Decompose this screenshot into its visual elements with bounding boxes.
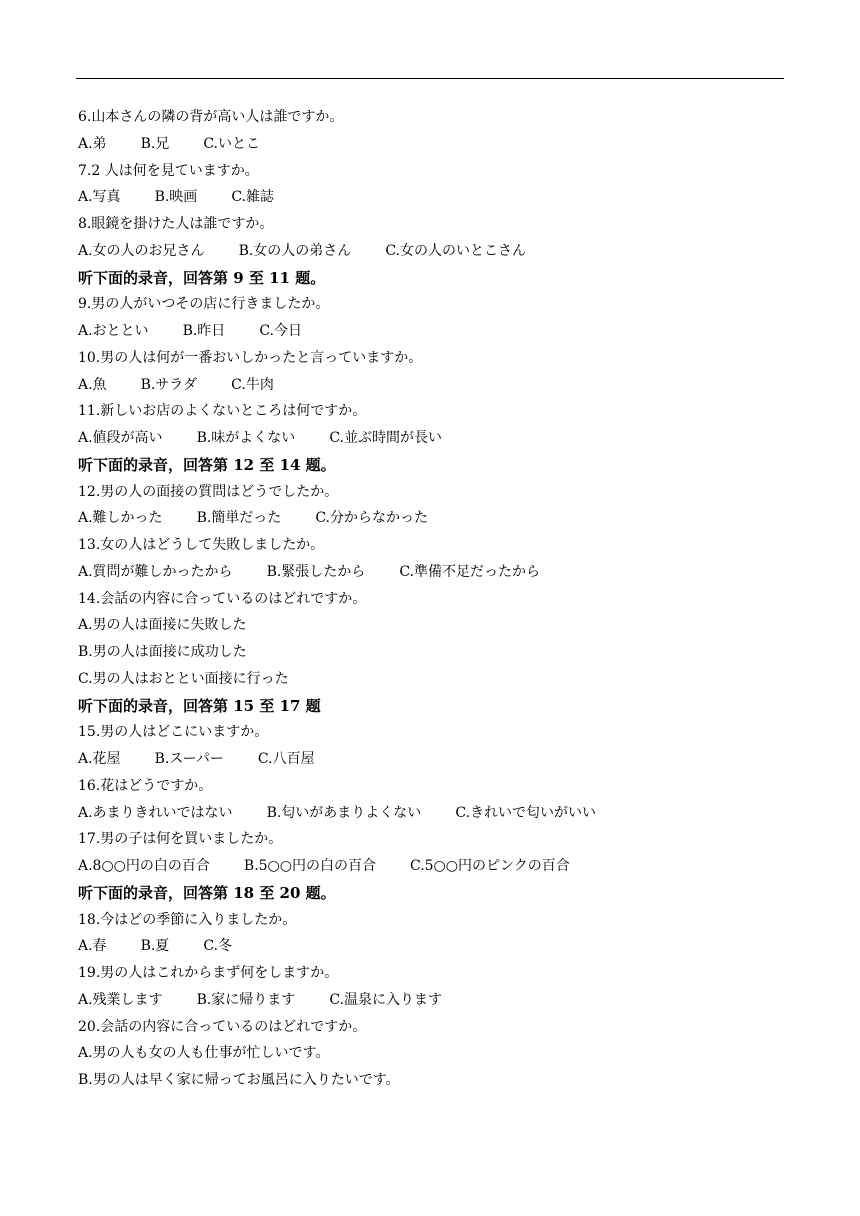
question-text: 7.2 人は何を見ていますか。 (78, 162, 259, 179)
answer-option: A.写真 (78, 189, 121, 206)
answer-options (78, 131, 784, 158)
answer-option: C.準備不足だったから (399, 563, 540, 580)
question-text: B.男の人は早く家に帰ってお風呂に入りたいです。 (78, 1072, 400, 1088)
section-heading: 听下面的录音，回答第 18 至 20 题。 (78, 883, 336, 902)
answer-option: C.温泉に入ります (329, 991, 442, 1008)
answer-option: C.いとこ (203, 135, 260, 152)
question-text: B.男の人は面接に成功した (78, 644, 247, 660)
answer-options (78, 987, 784, 1014)
answer-options (78, 372, 784, 399)
answer-options (78, 425, 784, 452)
question-text: 18.今はどの季節に入りましたか。 (78, 911, 297, 928)
answer-option: B.5○○円の白の百合 (243, 858, 376, 874)
answer-option: C.5○○円のピンクの百合 (409, 858, 570, 874)
answer-option: B.映画 (154, 189, 198, 206)
question-text: 15.男の人はどこにいますか。 (78, 724, 269, 741)
header-rule (76, 78, 784, 79)
answer-option: A.8○○円の白の百合 (78, 858, 210, 874)
answer-option: B.緊張したから (266, 563, 366, 580)
answer-option: C.分からなかった (315, 510, 428, 527)
section-heading: 听下面的录音，回答第 9 至 11 题。 (78, 268, 326, 287)
answer-option: A.花屋 (78, 751, 121, 767)
answer-option: A.春 (78, 938, 107, 955)
question-text: A.男の人も女の人も仕事が忙しいです。 (78, 1045, 330, 1062)
question-text: 10.男の人は何が一番おいしかったと言っていますか。 (78, 349, 423, 366)
answer-option: A.質問が難しかったから (78, 563, 233, 580)
question-text: 13.女の人はどうして失敗しましたか。 (78, 537, 325, 553)
answer-option: B.匂いがあまりよくない (266, 804, 422, 821)
answer-option: B.昨日 (182, 323, 226, 339)
question-text: 6.山本さんの隣の背が高い人は誰ですか。 (78, 109, 344, 125)
answer-option: C.きれいで匂いがいい (455, 804, 596, 821)
answer-option: B.夏 (140, 938, 170, 955)
question-text: 16.花はどうですか。 (78, 777, 213, 794)
question-text: 19.男の人はこれからまず何をしますか。 (78, 965, 339, 981)
answer-option: B.スーパー (154, 751, 224, 767)
answer-options (78, 853, 784, 880)
answer-options (78, 318, 784, 345)
answer-option: A.弟 (78, 135, 107, 152)
answer-option: A.難しかった (78, 510, 163, 527)
question-text: 14.会話の内容に合っているのはどれですか。 (78, 590, 367, 607)
question-text: 12.男の人の面接の質問はどうでしたか。 (78, 483, 339, 500)
answer-option: B.味がよくない (196, 430, 296, 446)
question-text: 8.眼鏡を掛けた人は誰ですか。 (78, 216, 274, 232)
answer-options (78, 933, 784, 960)
answer-options (78, 505, 784, 532)
answer-options (78, 559, 784, 586)
answer-option: A.魚 (78, 376, 107, 393)
answer-option: A.おととい (78, 323, 149, 339)
answer-option: C.冬 (203, 938, 232, 955)
answer-options (78, 800, 784, 827)
answer-option: C.今日 (259, 323, 302, 339)
question-text: 9.男の人がいつその店に行きましたか。 (78, 296, 330, 313)
answer-options (78, 238, 784, 265)
answer-option: A.残業します (78, 991, 163, 1008)
answer-options (78, 746, 784, 773)
answer-option: A.女の人のお兄さん (78, 242, 205, 259)
answer-option: C.八百屋 (257, 751, 315, 767)
answer-option: B.家に帰ります (196, 991, 296, 1008)
question-text: C.男の人はおととい面接に行った (78, 670, 289, 687)
answer-options (78, 184, 784, 211)
answer-option: C.牛肉 (231, 376, 274, 393)
question-text: A.男の人は面接に失敗した (78, 617, 247, 634)
question-text: 11.新しいお店のよくないところは何ですか。 (78, 403, 367, 420)
exam-content (78, 104, 784, 1094)
answer-option: B.兄 (140, 135, 170, 152)
answer-option: B.女の人の弟さん (238, 242, 352, 259)
answer-option: C.雑誌 (231, 189, 274, 206)
answer-option: B.簡単だった (196, 510, 282, 527)
question-text: 17.男の子は何を買いましたか。 (78, 831, 283, 848)
answer-option: A.値段が高い (78, 430, 163, 446)
section-heading: 听下面的录音，回答第 15 至 17 题 (78, 696, 321, 715)
section-heading: 听下面的录音，回答第 12 至 14 题。 (78, 455, 336, 474)
answer-option: A.あまりきれいではない (78, 804, 233, 821)
answer-option: C.女の人のいとこさん (385, 242, 526, 259)
answer-option: C.並ぶ時間が長い (329, 430, 442, 446)
answer-option: B.サラダ (140, 376, 198, 393)
question-text: 20.会話の内容に合っているのはどれですか。 (78, 1018, 367, 1035)
